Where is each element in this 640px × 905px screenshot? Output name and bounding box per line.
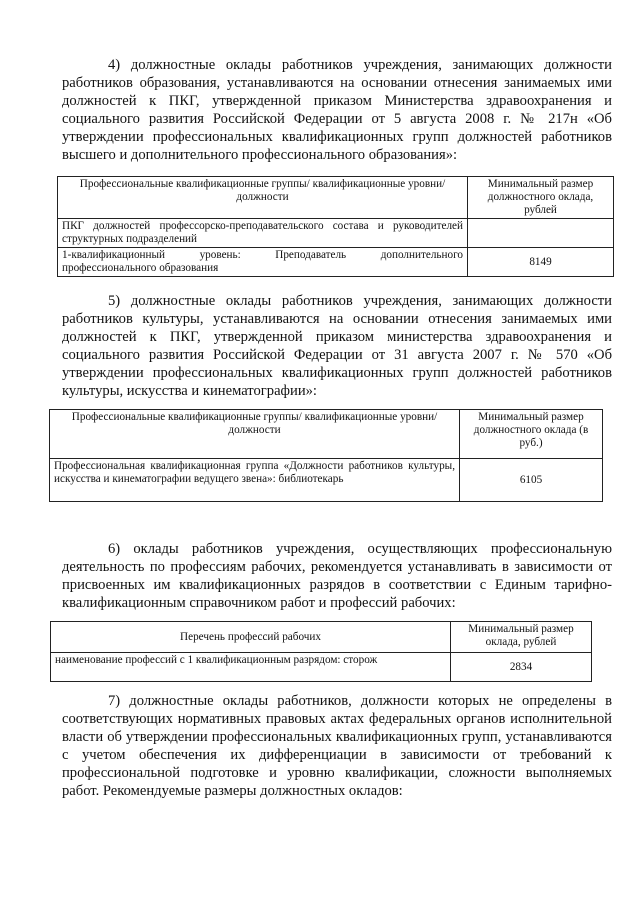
table-row bbox=[50, 459, 603, 502]
row-empty-cell bbox=[468, 219, 614, 248]
table-header-row bbox=[51, 622, 592, 653]
paragraph-4: 4) должностные оклады работников учреждения, занимающих должности работников образования, устанавливаются на основании отнесения занимаемых ими должностей к ПКГ, утвержденной приказом Министерства здравоохранения и социального развития Российской Федерации от 5 августа 2008 г. № 217н «Об утверждении профессиональных квалификационных групп должностей работников высшего и дополнительного профессионального образования»: bbox=[62, 57, 612, 163]
row-watchman-cell: наименование профессий с 1 квалификационным разрядом: сторож bbox=[51, 653, 451, 682]
row-salary-value: 6105 bbox=[460, 459, 603, 502]
row-pkg-cell: ПКГ должностей профессорско-преподавательского состава и руководителей структурных подразделений bbox=[58, 219, 468, 248]
header-group-cell: Профессиональные квалификационные группы/ квалификационные уровни/ должности bbox=[58, 177, 468, 219]
table-workers-salaries bbox=[50, 621, 592, 682]
header-salary-cell: Минимальный размер должностного оклада, рублей bbox=[468, 177, 614, 219]
paragraph-5: 5) должностные оклады работников учреждения, занимающих должности работников культуры, устанавливаются на основании отнесения занимаемых ими должностей к ПКГ, утвержденной приказом министерства здравоохранения и социального развития Российской Федерации от 31 августа 2007 г. № 570 «Об утверждении профессиональных квалификационных групп должностей работников культуры, искусства и кинематографии»: bbox=[62, 293, 612, 399]
table-header-row bbox=[50, 410, 603, 459]
table-row bbox=[58, 248, 614, 277]
row-salary-value: 8149 bbox=[468, 248, 614, 277]
header-group-cell: Перечень профессий рабочих bbox=[51, 622, 451, 653]
row-level-cell: 1-квалификационный уровень: Преподаватель дополнительного профессионального образования bbox=[58, 248, 468, 277]
header-salary-cell: Минимальный размер должностного оклада (в руб.) bbox=[460, 410, 603, 459]
header-group-cell: Профессиональные квалификационные группы/ квалификационные уровни/ должности bbox=[50, 410, 460, 459]
table-row bbox=[58, 219, 614, 248]
paragraph-7: 7) должностные оклады работников, должности которых не определены в соответствующих нормативных правовых актах федеральных органов исполнительной власти об утверждении профессиональных квалификационных групп, устанавливаются с учетом обеспечения их дифференциации в зависимости от требований к профессиональной подготовке и уровню квалификации, сложности выполняемых работ. Рекомендуемые размеры должностных окладов: bbox=[62, 693, 612, 799]
table-education-salaries bbox=[57, 176, 614, 277]
header-salary-cell: Минимальный размер оклада, рублей bbox=[451, 622, 592, 653]
table-culture-salaries bbox=[49, 409, 603, 502]
table-row bbox=[51, 653, 592, 682]
paragraph-6: 6) оклады работников учреждения, осуществляющих профессиональную деятельность по профессиям рабочих, рекомендуется устанавливать в зависимости от присвоенных им квалификационных разрядов в соответствии с Единым тарифно-квалификационным справочником работ и профессий рабочих: bbox=[62, 541, 612, 611]
row-librarian-cell: Профессиональная квалификационная группа «Должности работников культуры, искусства и кинематографии ведущего звена»: библиотекарь bbox=[50, 459, 460, 502]
row-salary-value: 2834 bbox=[451, 653, 592, 682]
table-header-row bbox=[58, 177, 614, 219]
